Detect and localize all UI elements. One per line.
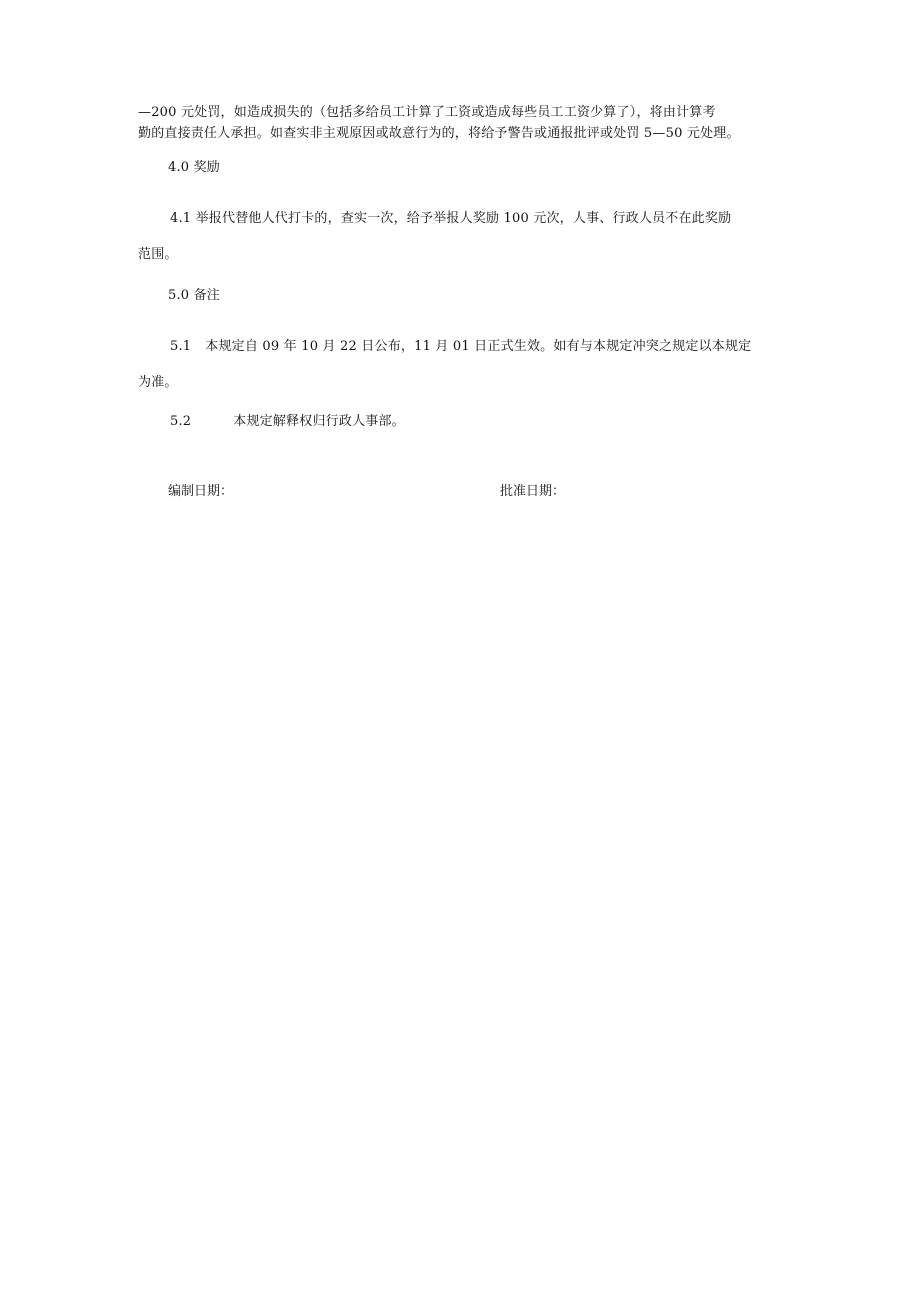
item-5-1-number: 5.1	[170, 339, 192, 354]
item-5-1-line-1	[170, 338, 751, 356]
item-5-1-line-2: 为准。	[138, 375, 178, 390]
item-5-2-number: 5.2	[170, 414, 192, 429]
paragraph-3-9-line-2: 勤的直接责任人承担。如查实非主观原因或故意行为的，将给予警告或通报批评或处罚 5—50 元处理。	[138, 126, 740, 141]
section-4-heading: 4.0 奖励	[168, 160, 221, 175]
paragraph-3-9-line-1: —200 元处罚，如造成损失的（包括多给员工计算了工资或造成每些员工工资少算了），将由计算考	[138, 105, 716, 120]
item-5-1-text: 本规定自 09 年 10 月 22 日公布，11 月 01 日正式生效。如有与本规定冲突之规定以本规定	[205, 339, 752, 354]
approved-date-label: 批准日期：	[500, 484, 566, 499]
prepared-date-label: 编制日期：	[168, 484, 234, 499]
item-4-1-line-2: 范围。	[138, 247, 178, 262]
item-5-2	[170, 413, 405, 431]
item-4-1-line-1: 4.1 举报代替他人代打卡的，查实一次，给予举报人奖励 100 元次，人事、行政人员不在此奖励	[170, 211, 732, 226]
section-5-heading: 5.0 备注	[168, 288, 221, 303]
item-5-2-text: 本规定解释权归行政人事部。	[233, 414, 405, 429]
